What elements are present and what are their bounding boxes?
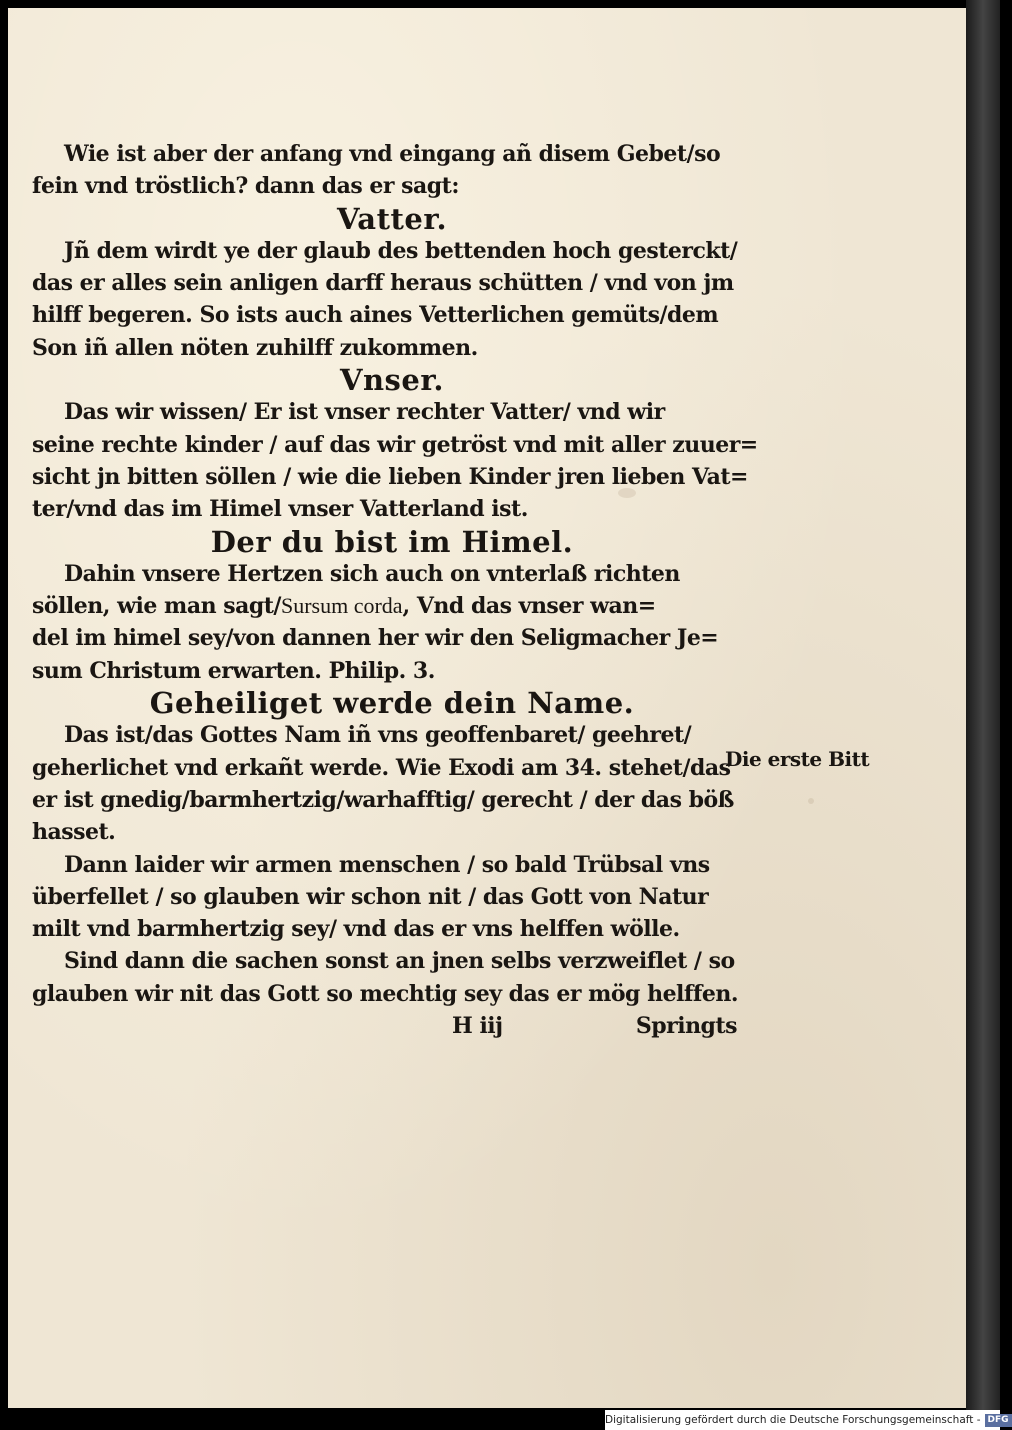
dfg-logo: DFG: [985, 1414, 1012, 1427]
text-line: [32, 590, 752, 622]
text-line: fein vnd tröstlich? dann das er sagt:: [32, 173, 459, 200]
text-line: hasset.: [32, 819, 116, 846]
text-segment: , Vnd das vnser wan=: [402, 593, 656, 620]
text-line: Son iñ allen nöten zuhilff zukommen.: [32, 334, 478, 361]
digitization-credit: [605, 1410, 1009, 1430]
signature-mark: H iij: [452, 1013, 503, 1040]
text-line: Dahin vnsere Hertzen sich auch on vnterlaß richten: [64, 560, 680, 587]
text-line: Das wir wissen/ Er ist vnser rechter Vatter/ vnd wir: [64, 399, 665, 426]
section-heading: Der du bist im Himel.: [210, 524, 574, 559]
text-line: geherlichet vnd erkañt werde. Wie Exodi am 34. stehet/das: [32, 754, 731, 781]
page-text: [32, 138, 758, 1042]
section-heading: Vatter.: [336, 201, 448, 236]
text-line: glauben wir nit das Gott so mechtig sey das er mög helffen.: [32, 980, 738, 1007]
text-line: hilff begeren. So ists auch aines Vetterlichen gemüts/dem: [32, 302, 719, 329]
latin-phrase: Sursum corda: [280, 593, 403, 619]
section-heading: Geheiliget werde dein Name.: [149, 686, 635, 721]
text-line: del im himel sey/von dannen her wir den Seligmacher Je=: [32, 625, 719, 652]
margin-note: Die erste Bitt: [725, 747, 870, 771]
text-line: er ist gnedig/barmhertzig/warhafftig/ gerecht / der das böß: [32, 786, 734, 813]
text-line: Sind dann die sachen sonst an jnen selbs verzweiflet / so: [64, 948, 735, 975]
text-line: sum Christum erwarten. Philip. 3.: [32, 657, 435, 684]
text-line: Dann laider wir armen menschen / so bald Trübsal vns: [64, 851, 710, 878]
credit-text: Digitalisierung gefördert durch die Deutsche Forschungsgemeinschaft -: [605, 1414, 981, 1426]
text-line: überfellet / so glauben wir schon nit / das Gott von Natur: [32, 883, 709, 910]
book-gutter: [966, 0, 1000, 1410]
section-heading: Vnser.: [339, 363, 445, 398]
paper-stain: [808, 798, 814, 804]
page-footer-line: [32, 1010, 737, 1042]
text-line: milt vnd barmhertzig sey/ vnd das er vns helffen wölle.: [32, 916, 680, 943]
text-line: seine rechte kinder / auf das wir getröst vnd mit aller zuuer=: [32, 431, 758, 458]
text-line: Das ist/das Gottes Nam iñ vns geoffenbaret/ geehret/: [64, 722, 692, 749]
text-segment: söllen, wie man sagt/: [32, 593, 281, 620]
text-line: sicht jn bitten söllen / wie die lieben Kinder jren lieben Vat=: [32, 463, 748, 490]
text-line: das er alles sein anligen darff heraus schütten / vnd von jm: [32, 270, 734, 297]
text-line: Jñ dem wirdt ye der glaub des bettenden hoch gesterckt/: [64, 237, 738, 264]
catchword: Springts: [635, 1013, 737, 1040]
text-line: Wie ist aber der anfang vnd eingang añ disem Gebet/so: [64, 141, 721, 167]
text-line: ter/vnd das im Himel vnser Vatterland ist.: [32, 496, 528, 523]
